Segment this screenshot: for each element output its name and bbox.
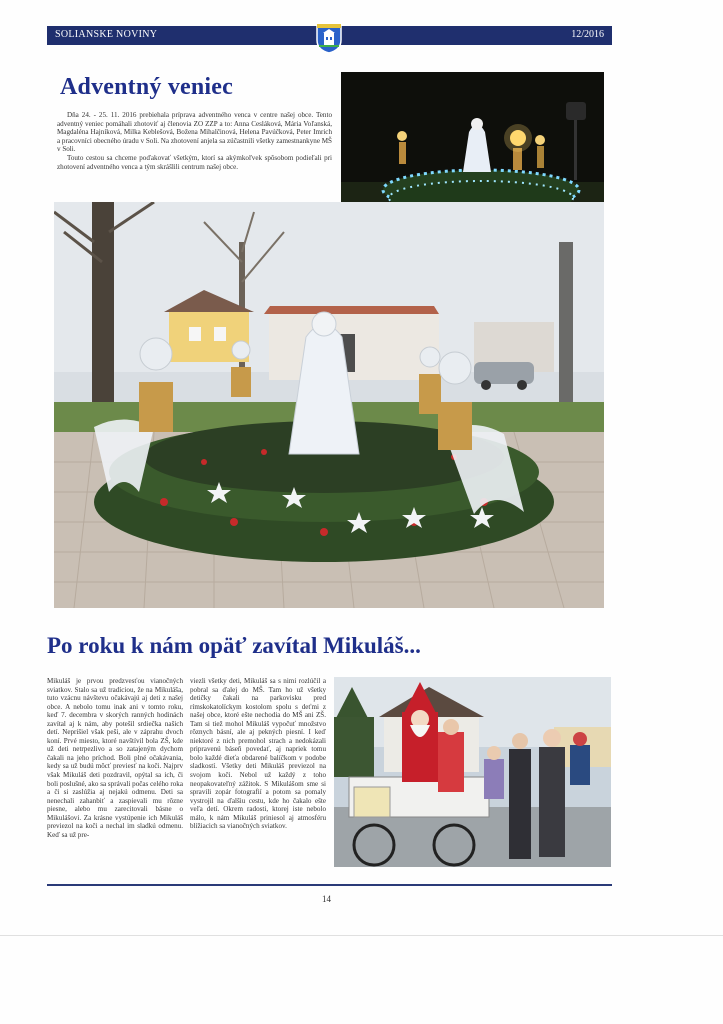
article-paragraph: Touto cestou sa chceme poďakovať všetkým, ktorí sa akýmkoľvek spôsobom podieľali pri zhotovení adventného venca a tým skrášlili centrum našej obce. — [57, 153, 332, 171]
photo-wreath-daytime — [54, 202, 604, 608]
photo-mikulas-carriage — [334, 677, 611, 867]
issue-number: 12/2016 — [571, 29, 604, 40]
footer-rule — [47, 884, 612, 886]
publication-name: SOLIANSKE NOVINY — [55, 29, 158, 40]
page-number: 14 — [322, 894, 331, 904]
village-crest-logo — [315, 22, 343, 54]
article-body-advent-wreath — [57, 111, 332, 171]
article-title-advent-wreath: Adventný veniec — [60, 74, 233, 100]
article-paragraph: Dňa 24. - 25. 11. 2016 prebiehala príprava adventného venca v centre našej obce. Tento adventný veniec pomáhali zhotoviť aj členovia ZO ZZP a to: Anna Cesláková, Mária Voľanská, Magdaléna Hajníková, Milka Keblešová, Božena Mihalčinová, Helena Pavúčková, Peter Imrich a pracovníci obecného úradu v Soli. Na zhotovení anjela sa zúčastnili všetky zamestnankyne MŠ v Soli. — [57, 111, 332, 154]
scan-edge-line — [0, 935, 723, 936]
article-column-2: viezli všetky deti, Mikuláš sa s nimi rozlúčil a pobral sa ďalej do MŠ. Tam ho už všetky detičky čakali na parkovisku pred rímskokatolíckym kostolom spolu s deťmi z našej obce, ktoré ešte nechodia do MŠ ani ZŠ. Tam si tiež mohol Mikuláš vypočuť množstvo rôznych básní, ale aj pekných piesní. I keď niektoré z nich premohol strach a nedokázali pripravenú báseň povedať, aj napriek tomu bolo každé dieťa obdarené balíčkom v podobe sladkostí. Všetky deti Mikuláš previezol na svojom koči. Nebol už každý z toho neopakovateľný zážitok. S Mikulášom sme si spravili zopár fotografií a potom sa pomaly vystrojil na ďalšiu cestu, kde ho čakalo ešte veľa detí. Okrem radosti, ktorej iste nebolo málo, k nám Mikuláš priniesol aj atmosféru blížiacich sa vianočných sviatkov. — [190, 677, 326, 831]
article-column-1: Mikuláš je prvou predzvesťou vianočných sviatkov. Stalo sa už tradíciou, že na Mikuláša, tuto vzácnu návštevu očakávajú aj deti z našej obce. A nebolo tomu inak ani v tomto roku, keď 7. decembra v skorých ranných hodinách zavítal aj k nám, aby potešil srdiečka našich detí. Neprišiel však peši, ale v záprahu dvoch koní. Prvé miesto, ktoré navštívil bola ZŠ, kde už deti netrpezlivo a so zatajeným dychom čakali na jeho príchod. Boli plné očakávania, kedy sa už budú môcť previesť na koči. Najprv však Mikuláš deti pozdravil, opýtal sa ich, či boli poslušné, ako sa správali počas celého roka a či si zaslúžia aj nejakú odmenu. Deti sa nenechali zahanbiť a zaspievali mu rôzne piesne, alebo mu zarecitovali básne o Mikulášovi. Za krásne vystúpenie ich Mikuláš previezol na koči a nechal im sladkú odmenu. Keď sa už pre- — [47, 677, 183, 839]
article-title-mikulas: Po roku k nám opäť zavítal Mikuláš... — [47, 633, 421, 658]
